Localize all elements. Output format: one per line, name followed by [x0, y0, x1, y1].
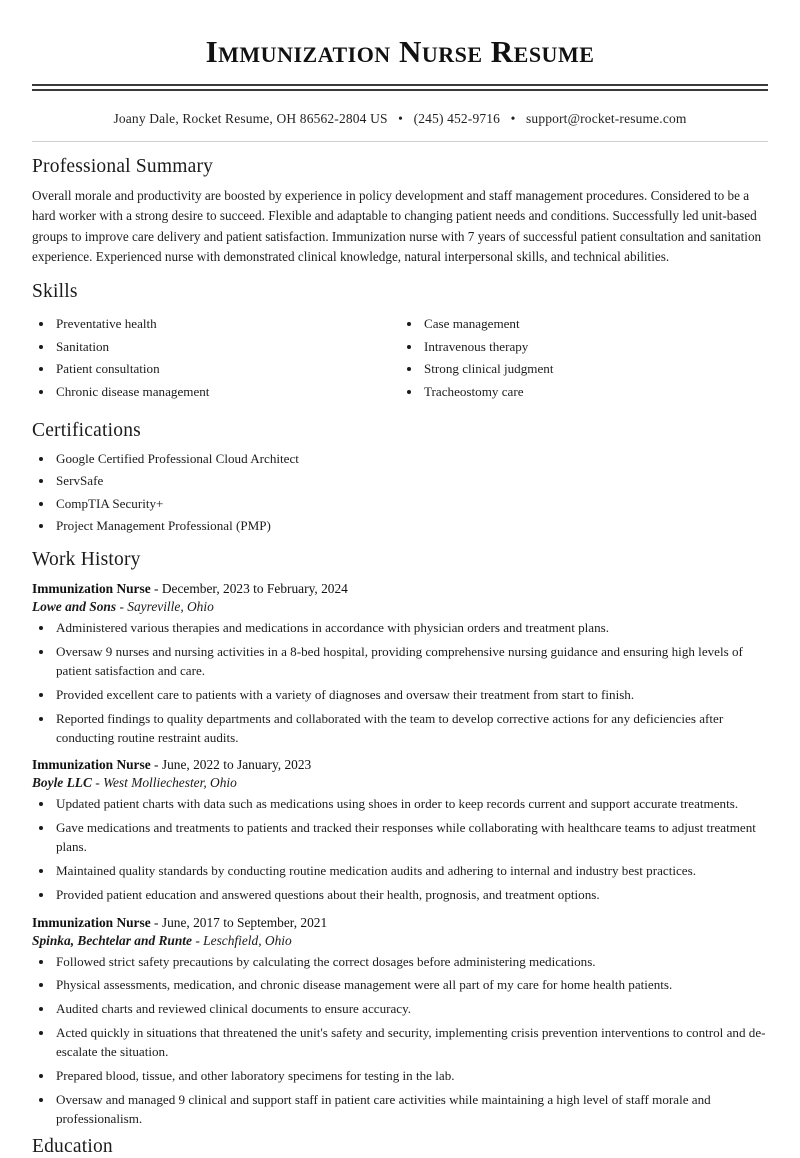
job-dash: -: [154, 757, 159, 773]
job-header: [32, 757, 768, 773]
job-dash: -: [154, 581, 159, 597]
list-item: • Oversaw and managed 9 clinical and support staff in patient care activities while maintaining a high level of staff morale and professionalism.: [54, 1091, 768, 1129]
job-location: Sayreville, Ohio: [127, 599, 214, 615]
skills-columns: [32, 311, 768, 405]
list-item: • Oversaw 9 nurses and nursing activities in a 8-bed hospital, providing comprehensive nursing guidance and ensuring high levels of patient satisfaction and care.: [54, 643, 768, 681]
contact-separator-2: •: [510, 111, 516, 126]
list-item: • Updated patient charts with data such as medications using shoes in order to keep records current and support accurate treatments.: [54, 795, 768, 814]
contact-line: [32, 111, 768, 127]
list-item: • Administered various therapies and medications in accordance with physician orders and treatment plans.: [54, 619, 768, 638]
skills-list-left: [32, 315, 400, 401]
list-item: • Project Management Professional (PMP): [54, 517, 768, 535]
job-company: Boyle LLC: [32, 775, 92, 791]
skills-column-left: [32, 311, 400, 405]
job-dates: December, 2023 to February, 2024: [161, 581, 348, 597]
list-item: • Sanitation: [54, 338, 400, 356]
education-section-partial: [32, 1136, 768, 1158]
list-item: • Provided excellent care to patients with a variety of diagnoses and oversaw their treatment from start to finish.: [54, 686, 768, 705]
job-dash: -: [95, 775, 100, 791]
job-dash: -: [119, 599, 124, 615]
section-heading-professional-summary: Professional Summary: [32, 156, 214, 177]
job-dash: -: [195, 932, 200, 948]
section-heading-certifications: Certifications: [32, 419, 141, 441]
list-item: • CompTIA Security+: [54, 495, 768, 513]
list-item: • Strong clinical judgment: [422, 360, 768, 378]
work-history-entry-2: [32, 757, 768, 904]
job-company-line: [32, 775, 768, 791]
section-heading-work-history: Work History: [32, 549, 141, 571]
work-history-entry-3: [32, 915, 768, 1129]
job-bullets: [32, 953, 768, 1129]
job-bullets: [32, 795, 768, 904]
skills-list-right: [400, 315, 768, 401]
contact-name-address: Joany Dale, Rocket Resume, OH 86562-2804 US: [113, 111, 388, 126]
job-location: Leschfield, Ohio: [203, 932, 292, 948]
job-location: West Molliechester, Ohio: [103, 775, 237, 791]
list-item: • Preventative health: [54, 315, 400, 333]
list-item: • Reported findings to quality departments and collaborated with the team to develop corrective actions for any deficiencies after conducting routine restraint audits.: [54, 710, 768, 748]
job-header: [32, 581, 768, 597]
list-item: • Maintained quality standards by conducting routine medication audits and adhering to internal and industry best practices.: [54, 862, 768, 881]
section-heading-education: Education: [32, 1136, 113, 1158]
job-company-line: [32, 933, 768, 949]
list-item: • Chronic disease management: [54, 383, 400, 401]
list-item: • Case management: [422, 315, 768, 333]
list-item: • Gave medications and treatments to patients and tracked their responses while collaborating with healthcare teams to adjust treatment plans.: [54, 819, 768, 857]
section-heading-skills: Skills: [32, 281, 78, 303]
contact-phone[interactable]: (245) 452-9716: [413, 111, 501, 126]
job-title: Immunization Nurse: [32, 581, 151, 597]
list-item: • Tracheostomy care: [422, 383, 768, 401]
job-dates: June, 2017 to September, 2021: [161, 914, 328, 930]
certifications-list: [32, 450, 768, 536]
job-company-line: [32, 599, 768, 615]
title-divider: [32, 84, 768, 91]
list-item: • Provided patient education and answered questions about their health, prognosis, and treatment options.: [54, 886, 768, 905]
list-item: • Followed strict safety precautions by calculating the correct dosages before administering medications.: [54, 953, 768, 972]
contact-separator-1: •: [398, 111, 404, 126]
job-company: Lowe and Sons: [32, 599, 117, 615]
job-dates: June, 2022 to January, 2023: [161, 757, 312, 773]
contact-email[interactable]: support@rocket-resume.com: [526, 111, 687, 126]
job-title: Immunization Nurse: [32, 757, 151, 773]
job-title: Immunization Nurse: [32, 914, 151, 930]
skills-column-right: [400, 311, 768, 405]
list-item: • Google Certified Professional Cloud Architect: [54, 450, 768, 468]
list-item: • Acted quickly in situations that threatened the unit's safety and security, implementing crisis prevention interventions to control and de-escalate the situation.: [54, 1024, 768, 1062]
list-item: • Prepared blood, tissue, and other laboratory specimens for testing in the lab.: [54, 1067, 768, 1086]
job-company: Spinka, Bechtelar and Runte: [32, 932, 192, 948]
job-header: [32, 915, 768, 931]
professional-summary-text: Overall morale and productivity are boosted by experience in policy development and staff management procedures. Considered to be a hard worker with a strong desire to succeed. Flexible and adaptable to changing patient needs and conditions. Successfully led unit-based groups to improve care delivery and patient satisfaction. Immunization nurse with 7 years of successful patient consultation and sanitation experience. Experienced nurse with demonstrated clinical knowledge, natural interpersonal skills, and technical abilities.: [32, 188, 762, 264]
list-item: • Physical assessments, medication, and chronic disease management were all part of my care for home health patients.: [54, 976, 768, 995]
list-item: • Patient consultation: [54, 360, 400, 378]
list-item: • Audited charts and reviewed clinical documents to ensure accuracy.: [54, 1000, 768, 1019]
page-title: Immunization Nurse Resume: [205, 34, 595, 69]
job-bullets: [32, 619, 768, 747]
job-dash: -: [154, 914, 159, 930]
contact-divider: [32, 141, 768, 142]
list-item: • Intravenous therapy: [422, 338, 768, 356]
work-history-entry-1: [32, 581, 768, 747]
list-item: • ServSafe: [54, 472, 768, 490]
